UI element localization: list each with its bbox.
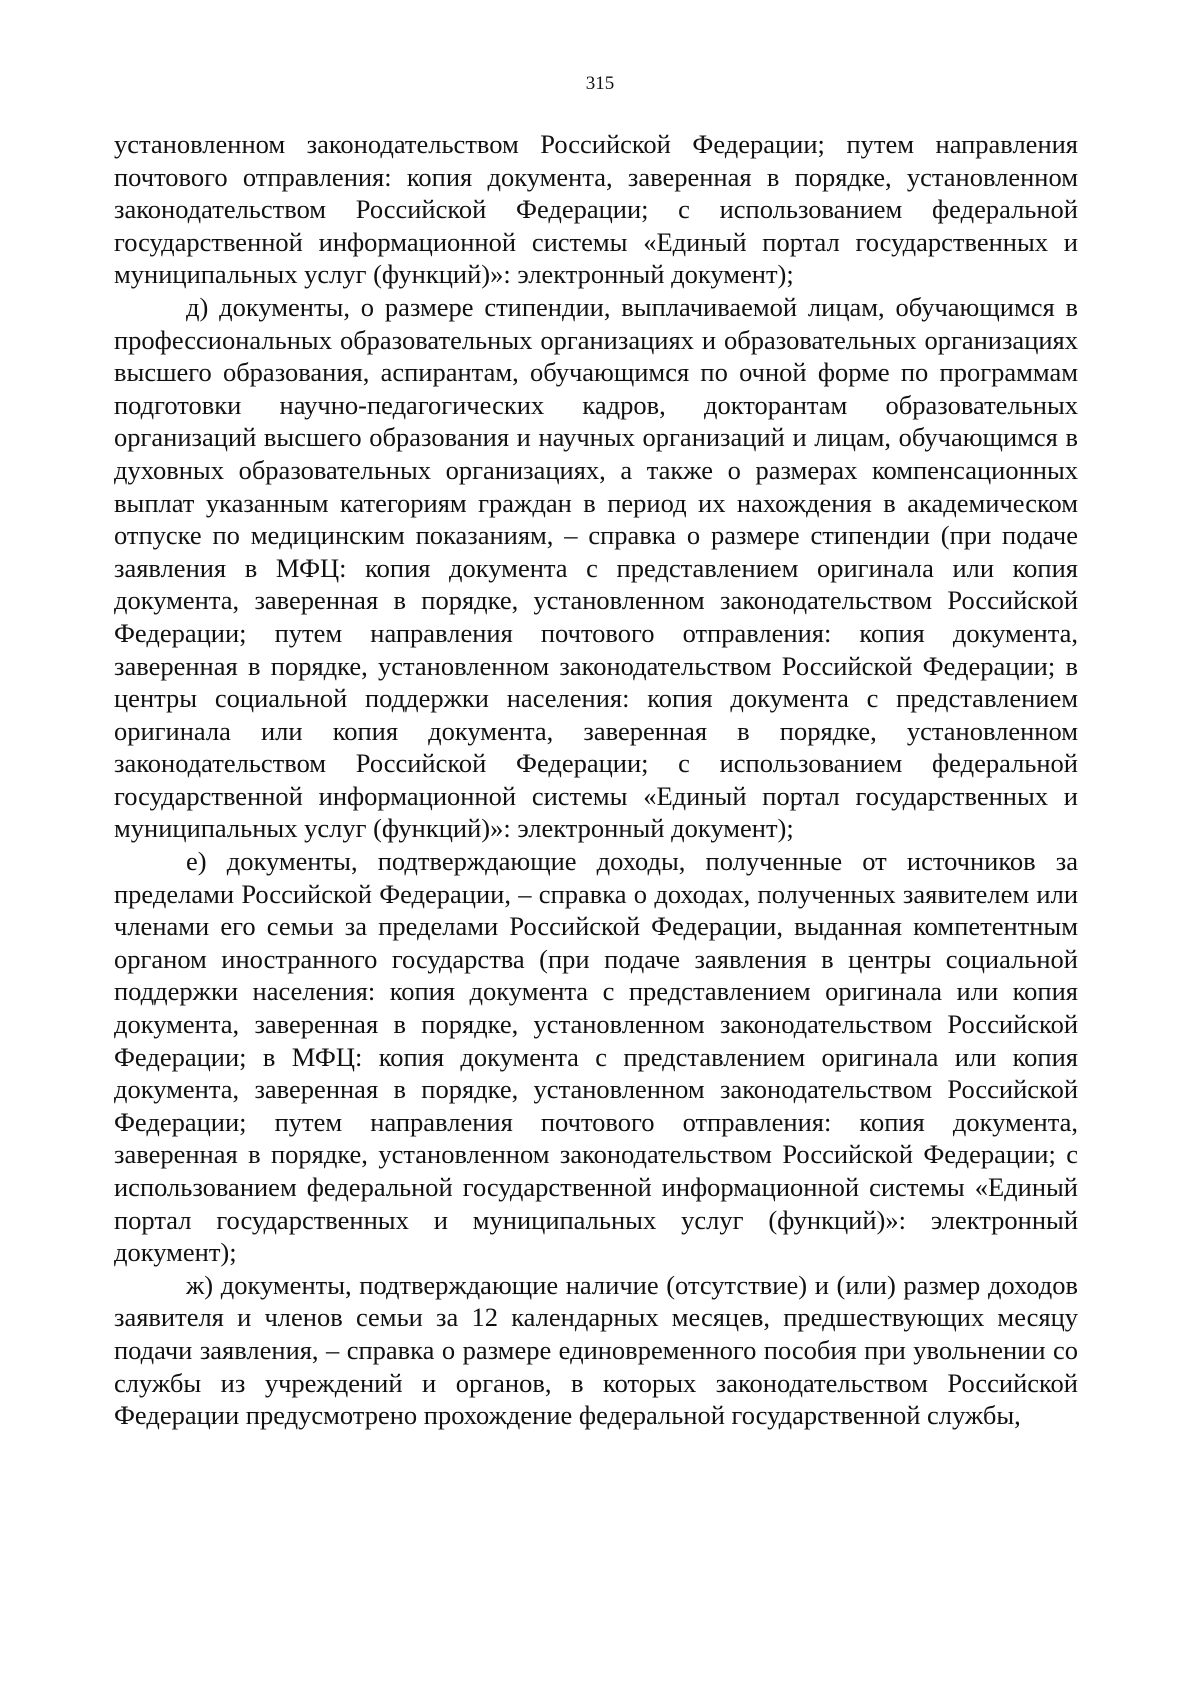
paragraph-continuation: установленном законодательством Российской Федерации; путем направления почтового отправления: копия документа, заверенная в порядке, установленном законодательством Российской Федерации; с использованием федеральной государственной информационной системы «Единый портал государственных и муниципальных услуг (функций)»: электронный документ); — [114, 129, 1078, 290]
document-body — [114, 128, 1078, 1432]
paragraph-item-d: д) документы, о размере стипендии, выплачиваемой лицам, обучающимся в профессиональных образовательных организациях и образовательных организациях высшего образования, аспирантам, обучающимся по очной форме по программам подготовки научно-педагогических кадров, докторантам образовательных организаций высшего образования и научных организаций и лицам, обучающимся в духовных образовательных организациях, а также о размерах компенсационных выплат указанным категориям граждан в период их нахождения в академическом отпуске по медицинским показаниям, – справка о размере стипендии (при подаче заявления в МФЦ: копия документа с представлением оригинала или копия документа, заверенная в порядке, установленном законодательством Российской Федерации; путем направления почтового отправления: копия документа, заверенная в порядке, установленном законодательством Российской Федерации; в центры социальной поддержки населения: копия документа с представлением оригинала или копия документа, заверенная в порядке, установленном законодательством Российской Федерации; с использованием федеральной государственной информационной системы «Единый портал государственных и муниципальных услуг (функций)»: электронный документ); — [114, 291, 1078, 844]
page-number: 315 — [585, 73, 615, 94]
paragraph-item-zh: ж) документы, подтверждающие наличие (отсутствие) и (или) размер доходов заявителя и членов семьи за 12 календарных месяцев, предшествующих месяцу подачи заявления, – справка о размере единовременного пособия при увольнении со службы из учреждений и органов, в которых законодательством Российской Федерации предусмотрено прохождение федеральной государственной службы, — [114, 1269, 1078, 1431]
paragraph-item-e: е) документы, подтверждающие доходы, полученные от источников за пределами Российской Федерации, – справка о доходах, полученных заявителем или членами его семьи за пределами Российской Федерации, выданная компетентным органом иностранного государства (при подаче заявления в центры социальной поддержки населения: копия документа с представлением оригинала или копия документа, заверенная в порядке, установленном законодательством Российской Федерации; в МФЦ: копия документа с представлением оригинала или копия документа, заверенная в порядке, установленном законодательством Российской Федерации; путем направления почтового отправления: копия документа, заверенная в порядке, установленном законодательством Российской Федерации; с использованием федеральной государственной информационной системы «Единый портал государственных и муниципальных услуг (функций)»: электронный документ); — [114, 846, 1078, 1268]
